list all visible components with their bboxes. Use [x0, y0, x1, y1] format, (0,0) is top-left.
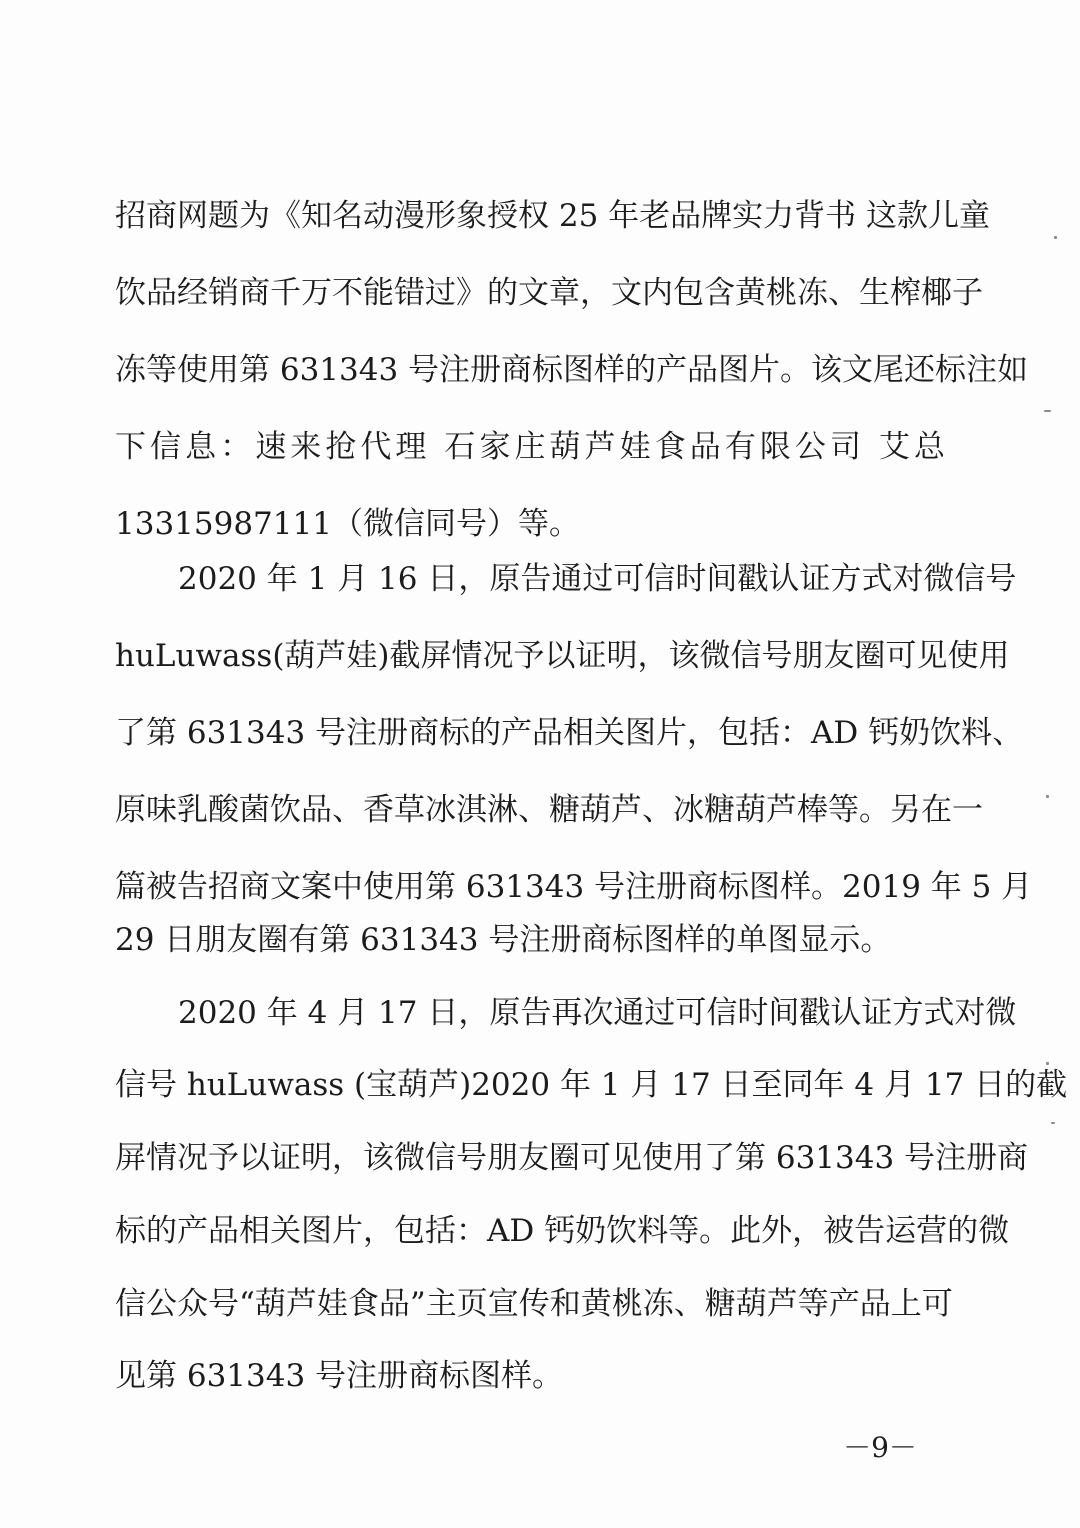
- paragraph-1-line-1: 招商网题为《知名动漫形象授权 25 年老品牌实力背书 这款儿童: [115, 198, 991, 234]
- paragraph-3-line-1: 2020 年 4 月 17 日，原告再次通过可信时间戳认证方式对微: [178, 995, 1017, 1031]
- scan-speck: [1044, 410, 1051, 412]
- paragraph-3-line-2: 信号 huLuwass (宝葫芦)2020 年 1 月 17 日至同年 4 月 17 日的截: [115, 1067, 1068, 1103]
- paragraph-1-line-5: 13315987111（微信同号）等。: [115, 506, 580, 542]
- paragraph-3-line-3: 屏情况予以证明，该微信号朋友圈可见使用了第 631343 号注册商: [115, 1140, 1029, 1176]
- paragraph-3-line-6: 见第 631343 号注册商标图样。: [115, 1358, 564, 1394]
- paragraph-2-line-3: 了第 631343 号注册商标的产品相关图片，包括：AD 钙奶饮料、: [115, 715, 1024, 751]
- paragraph-3-line-4: 标的产品相关图片，包括：AD 钙奶饮料等。此外，被告运营的微: [115, 1213, 1010, 1249]
- page-number: －9－: [843, 1431, 917, 1464]
- paragraph-2-line-2: huLuwass(葫芦娃)截屏情况予以证明，该微信号朋友圈可见使用: [115, 638, 1010, 674]
- paragraph-3-line-5: 信公众号“葫芦娃食品”主页宣传和黄桃冻、糖葫芦等产品上可: [115, 1286, 953, 1322]
- paragraph-2-line-4: 原味乳酸菌饮品、香草冰淇淋、糖葫芦、冰糖葫芦棒等。另在一: [115, 792, 983, 828]
- scan-speck: [1046, 795, 1049, 798]
- paragraph-1-line-3: 冻等使用第 631343 号注册商标图样的产品图片。该文尾还标注如: [115, 352, 1029, 388]
- paragraph-2-line-1: 2020 年 1 月 16 日，原告通过可信时间戳认证方式对微信号: [178, 561, 1017, 597]
- paragraph-1-line-4: 下信息：速来抢代理 石家庄葫芦娃食品有限公司 艾总: [115, 429, 945, 465]
- scan-speck: [1046, 1062, 1049, 1065]
- paragraph-1-line-2: 饮品经销商千万不能错过》的文章，文内包含黄桃冻、生榨椰子: [115, 275, 983, 311]
- scan-speck: [1051, 1122, 1055, 1124]
- scan-speck: [1054, 236, 1057, 239]
- paragraph-2-line-6: 29 日朋友圈有第 631343 号注册商标图样的单图显示。: [115, 922, 892, 958]
- paragraph-2-line-5: 篇被告招商文案中使用第 631343 号注册商标图样。2019 年 5 月: [115, 869, 1033, 905]
